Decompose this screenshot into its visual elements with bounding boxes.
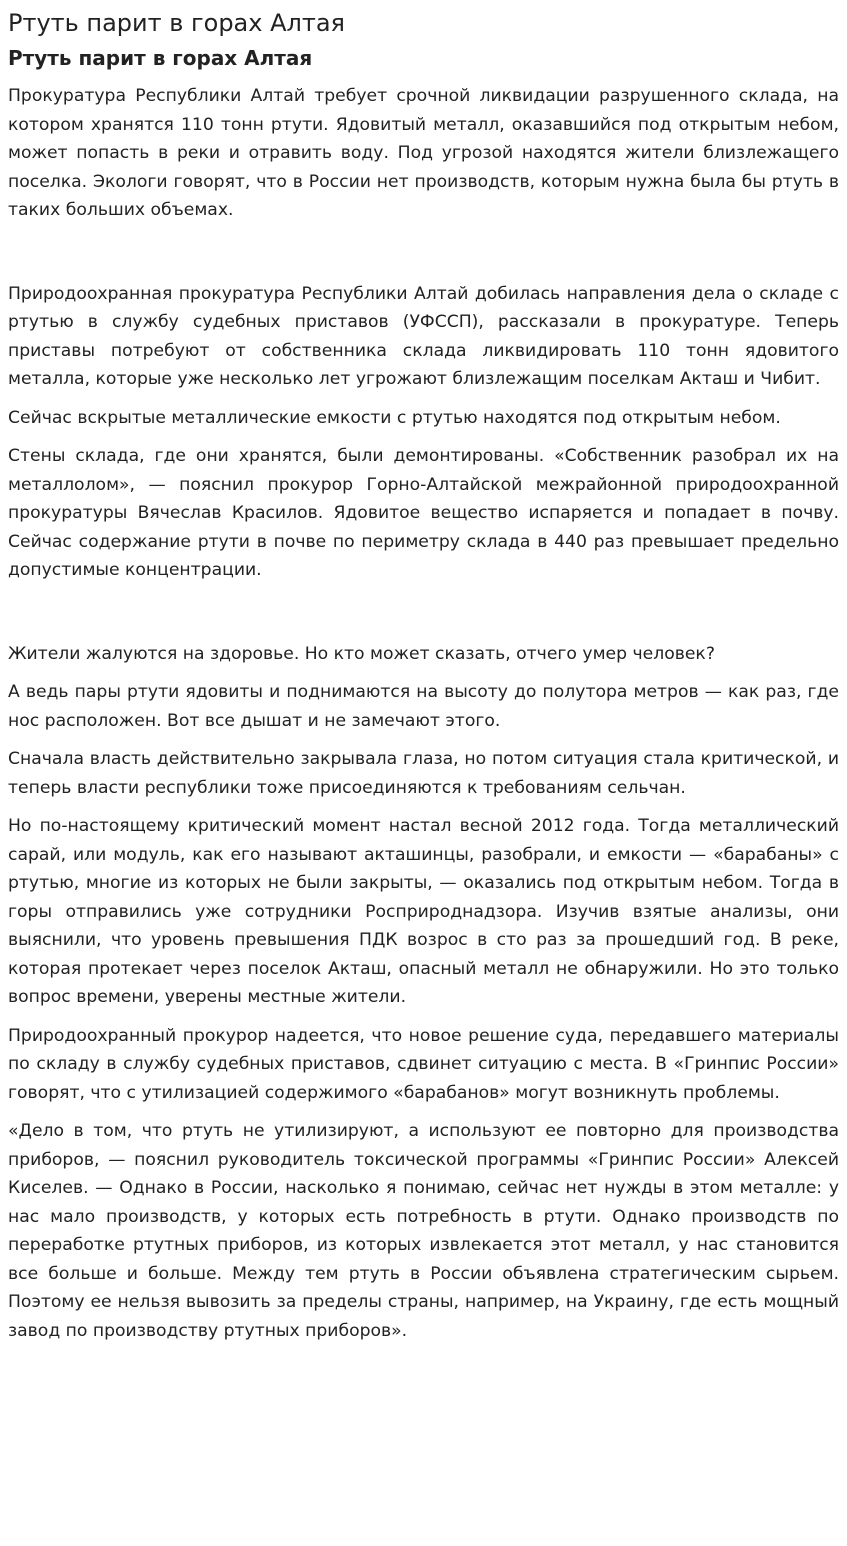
article-paragraph: Но по-настоящему критический момент настал весной 2012 года. Тогда металлический сарай, или модуль, как его называют акташинцы, разобрали, и емкости — «барабаны» с ртутью, многие из которых не были закрыты, — оказались под открытым небом. Тогда в горы отправились уже сотрудники Росприроднадзора. Изучив взятые анализы, они выяснили, что уровень превышения ПДК возрос в сто раз за прошедший год. В реке, которая протекает через поселок Акташ, опасный металл не обнаружили. Но это только вопрос времени, уверены местные жители. [8, 816, 839, 1007]
article-paragraph: Сначала власть действительно закрывала глаза, но потом ситуация стала критической, и теперь власти республики тоже присоединяются к требованиям сельчан. [8, 749, 839, 798]
article-paragraph: Жители жалуются на здоровье. Но кто может сказать, отчего умер человек? [8, 643, 715, 664]
article-paragraph: Природоохранный прокурор надеется, что новое решение суда, передавшего материалы по складу в службу судебных приставов, сдвинет ситуацию с места. В «Гринпис России» говорят, что с утилизацией содержимого «барабанов» могут возникнуть проблемы. [8, 1025, 839, 1103]
article-paragraph: «Дело в том, что ртуть не утилизируют, а используют ее повторно для производства приборов, — пояснил руководитель токсической программы «Гринпис России» Алексей Киселев. — Однако в России, насколько я понимаю, сейчас нет нужды в этом металле: у нас мало производств, у которых есть потребность в ртути. Однако производств по переработке ртутных приборов, из которых извлекается этот металл, у нас становится все больше и больше. Между тем ртуть в России объявлена стратегическим сырьем. Поэтому ее нельзя вывозить за пределы страны, например, на Украину, где есть мощный завод по производству ртутных приборов». [8, 1121, 839, 1341]
paragraph-gap [8, 595, 839, 640]
article-paragraph: А ведь пары ртути ядовиты и поднимаются на высоту до полутора метров — как раз, где нос расположен. Вот все дышат и не замечают этого. [8, 682, 839, 731]
article-paragraph: Прокуратура Республики Алтай требует срочной ликвидации разрушенного склада, на котором хранятся 110 тонн ртути. Ядовитый металл, оказавшийся под открытым небом, может попасть в реки и отравить воду. Под угрозой находятся жители близлежащего поселка. Экологи говорят, что в России нет производств, которым нужна была бы ртуть в таких больших объемах. [8, 86, 839, 220]
article-paragraph: Стены склада, где они хранятся, были демонтированы. «Собственник разобрал их на металлолом», — пояснил прокурор Горно-Алтайской межрайонной природоохранной прокуратуры Вячеслав Красилов. Ядовитое вещество испаряется и попадает в почву. Сейчас содержание ртути в почве по периметру склада в 440 раз превышает предельно допустимые концентрации. [8, 446, 839, 580]
page-title: Ртуть парит в горах Алтая [8, 9, 345, 37]
article-title: Ртуть парит в горах Алтая [8, 46, 313, 70]
article-paragraph: Сейчас вскрытые металлические емкости с ртутью находятся под открытым небом. [8, 407, 781, 428]
article-paragraph: Природоохранная прокуратура Республики Алтай добилась направления дела о складе с ртутью в службу судебных приставов (УФССП), рассказали в прокуратуре. Теперь приставы потребуют от собственника склада ликвидировать 110 тонн ядовитого металла, которые уже несколько лет угрожают близлежащим поселкам Акташ и Чибит. [8, 283, 839, 389]
paragraph-gap [8, 235, 839, 280]
